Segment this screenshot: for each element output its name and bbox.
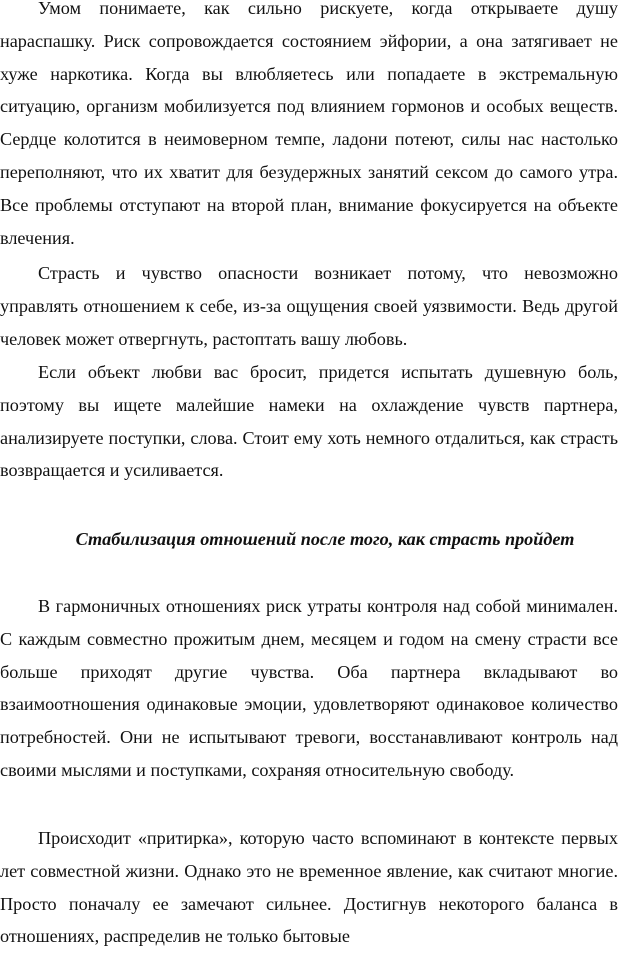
paragraph: Страсть и чувство опасности возникает потому, что невозможно управлять отношением к себе, из-за ощущения своей уязвимости. Ведь другой человек может отвергнуть, растоптать вашу любовь. xyxy=(0,263,618,349)
paragraph: Умом понимаете, как сильно рискуете, когда открываете душу нараспашку. Риск сопровождается состоянием эйфории, а она затягивает не хуже наркотика. Когда вы влюбляетесь или попадаете в экстремальную ситуацию, организм мобилизуется под влиянием гормонов и особых веществ. Сердце колотится в неимоверном темпе, ладони потеют, силы нас настолько переполняют, что их хватит для безудержных занятий сексом до самого утра. Все проблемы отступают на второй план, внимание фокусируется на объекте влечения. xyxy=(0,0,618,248)
paragraph: Если объект любви вас бросит, придется испытать душевную боль, поэтому вы ищете малейшие намеки на охлаждение чувств партнера, анализируете поступки, слова. Стоит ему хоть немного отдалиться, как страсть возвращается и усиливается. xyxy=(0,362,618,481)
section-heading: Стабилизация отношений после того, как страсть пройдет xyxy=(75,529,575,549)
paragraph: Происходит «притирка», которую часто вспоминают в контексте первых лет совместной жизни. Однако это не временное явление, как считают многие. Просто поначалу ее замечают сильнее. Достигнув некоторого баланса в отношениях, распределив не только бытовые xyxy=(0,828,618,947)
paragraph: В гармоничных отношениях риск утраты контроля над собой минимален. С каждым совместно прожитым днем, месяцем и годом на смену страсти все больше приходят другие чувства. Оба партнера вкладывают во взаимоотношения одинаковые эмоции, удовлетворяют одинаковое количество потребностей. Они не испытывают тревоги, восстанавливают контроль над своими мыслями и поступками, сохраняя относительную свободу. xyxy=(0,596,618,780)
